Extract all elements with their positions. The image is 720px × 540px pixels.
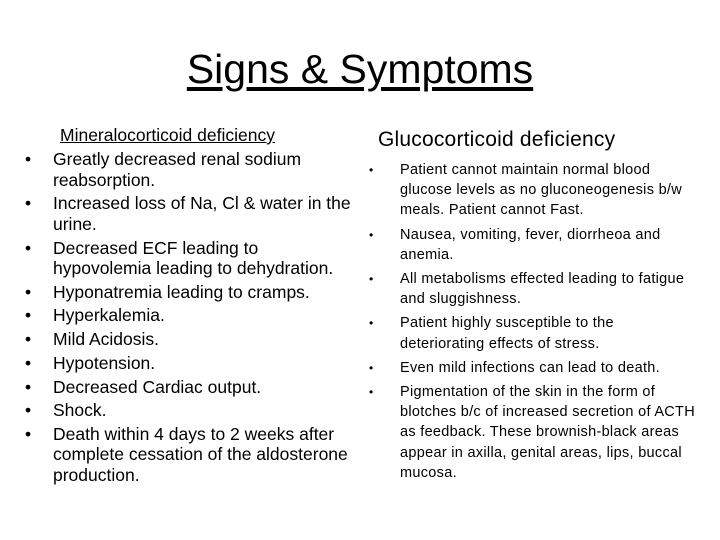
list-item-text: Nausea, vomiting, fever, diorrheoa and anemia. [400,226,661,263]
glucocorticoid-column [360,126,698,487]
bullet-icon: • [25,400,32,421]
bullet-icon: • [369,316,374,331]
list-item [22,424,357,486]
mineralocorticoid-column [22,124,357,485]
list-item [360,313,698,353]
list-item [360,358,698,378]
bullet-icon: • [369,163,374,177]
list-item-text: Hypotension. [53,352,156,373]
bullet-icon: • [25,376,32,397]
bullet-icon: • [25,423,32,444]
bullet-icon: • [25,352,32,373]
list-item-text: Greatly decreased renal sodium reabsorption. [53,149,302,190]
mineralocorticoid-list [22,149,357,485]
glucocorticoid-list [360,160,698,483]
glucocorticoid-heading: Glucocorticoid deficiency [378,128,616,151]
list-item-text: Hyperkalemia. [53,305,165,326]
list-item [22,149,357,190]
list-item-text: Pigmentation of the skin in the form of blotches b/c of increased secretion of ACTH as feedback. These brownish-black areas appear in axilla, genital areas, lips, buccal mucosa. [400,384,695,481]
bullet-icon: • [25,305,32,326]
bullet-icon: • [369,272,374,287]
bullet-icon: • [369,385,374,400]
list-item [360,160,698,221]
list-item-text: Mild Acidosis. [53,329,160,350]
list-item-text: Decreased Cardiac output. [53,376,262,397]
list-item-text: All metabolisms effected leading to fatigue and sluggishness. [400,271,685,308]
list-item [22,377,357,398]
bullet-icon: • [25,281,32,302]
list-item [22,353,357,374]
list-item-text: Patient cannot maintain normal blood glucose levels as no gluconeogenesis b/w meals. Patient cannot Fast. [400,162,683,219]
list-item [22,305,357,326]
bullet-icon: • [25,193,32,214]
list-item [22,238,357,279]
bullet-icon: • [369,360,374,375]
list-item-text: Patient highly susceptible to the deteriorating effects of stress. [400,315,614,352]
list-item-text: Hyponatremia leading to cramps. [53,281,310,302]
list-item [22,329,357,350]
list-item [22,400,357,421]
slide-title: Signs & Symptoms [186,46,534,92]
list-item-text: Shock. [53,400,107,421]
bullet-icon: • [369,227,374,242]
list-item-text: Even mild infections can lead to death. [400,359,660,376]
list-item [360,225,698,265]
list-item-text: Death within 4 days to 2 weeks after complete cessation of the aldosterone production. [53,423,348,485]
bullet-icon: • [25,329,32,350]
list-item [22,193,357,234]
mineralocorticoid-heading: Mineralocorticoid deficiency [60,125,275,145]
list-item-text: Increased loss of Na, Cl & water in the urine. [53,193,351,234]
list-item [360,382,698,483]
bullet-icon: • [25,237,32,258]
bullet-icon: • [25,149,32,170]
list-item-text: Decreased ECF leading to hypovolemia leading to dehydration. [53,237,334,279]
list-item [360,269,698,309]
list-item [22,282,357,303]
